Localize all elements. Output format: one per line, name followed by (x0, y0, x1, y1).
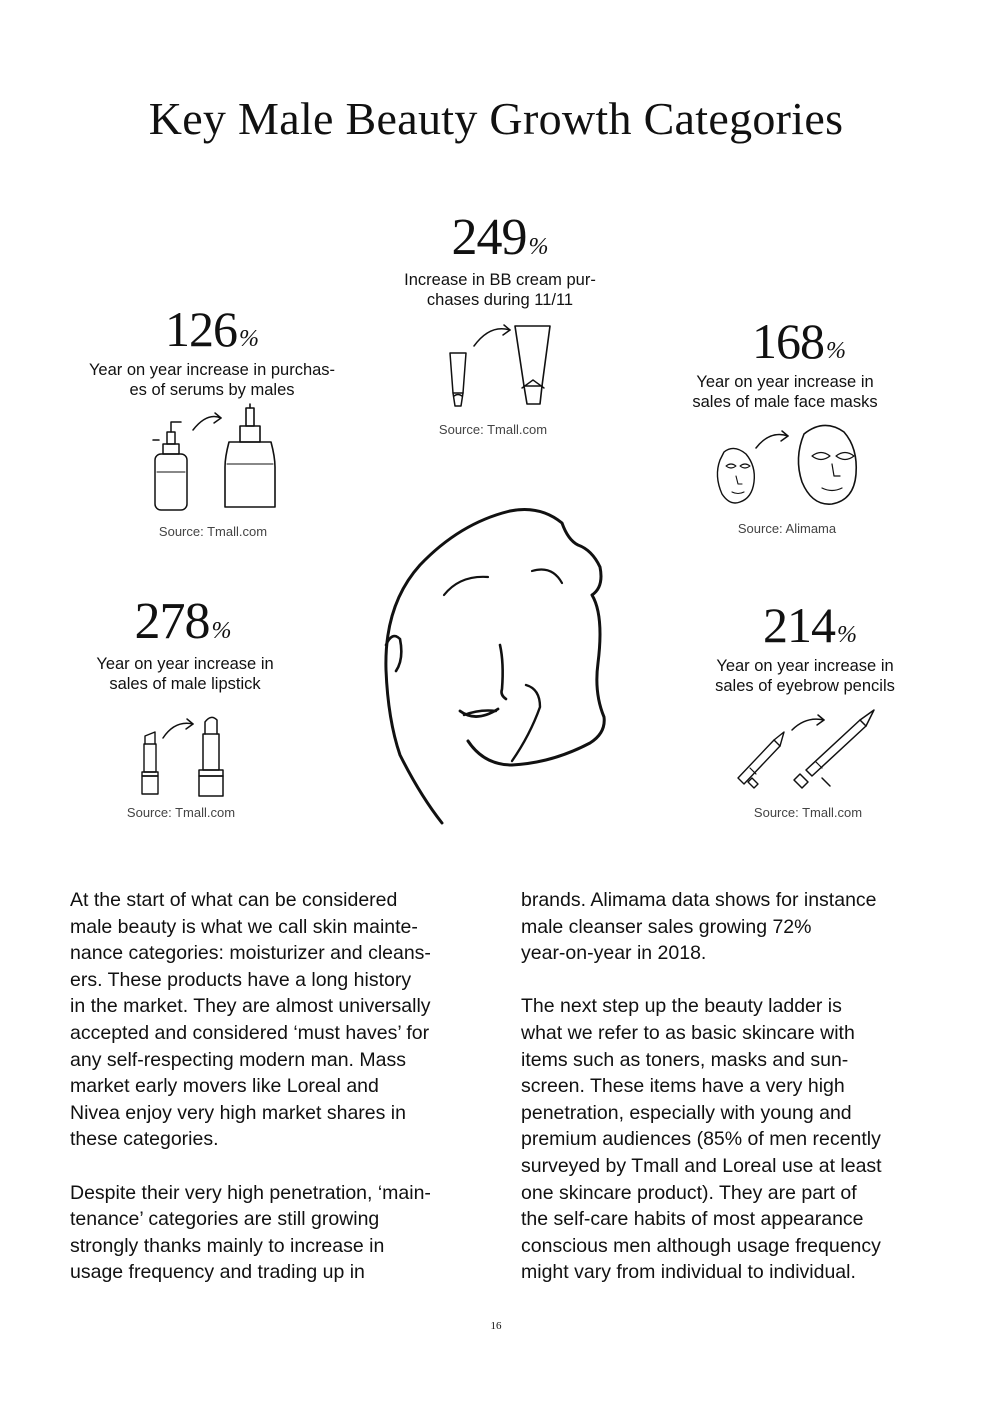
desc-line: Increase in BB cream pur- (404, 271, 596, 289)
stat-value: 126 (165, 301, 237, 357)
stat-description (680, 656, 930, 696)
text-line: accepted and considered ‘must haves’ for (70, 1021, 430, 1044)
text-line: one skincare product). They are part of (521, 1181, 857, 1204)
source-face-masks: Source: Alimama (737, 521, 837, 536)
paragraph (521, 993, 931, 1286)
stat-unit: % (211, 618, 232, 644)
stat-unit: % (826, 338, 846, 364)
desc-line: Year on year increase in (696, 373, 874, 391)
stat-description (380, 270, 620, 310)
text-line: penetration, especially with young and (521, 1101, 852, 1124)
text-line: screen. These items have a very high (521, 1075, 845, 1098)
text-line: nance categories: moisturizer and cleans- (70, 942, 431, 965)
stat-description (60, 654, 310, 694)
desc-line: es of serums by males (129, 381, 295, 399)
source-lipstick: Source: Tmall.com (126, 805, 236, 820)
stat-value: 278 (134, 593, 210, 650)
source-serums: Source: Tmall.com (158, 524, 268, 539)
stat-bb-cream (380, 209, 620, 310)
left-column (70, 887, 470, 1313)
desc-line: Year on year increase in (716, 657, 894, 675)
face-line-drawing-icon (380, 495, 620, 825)
stat-unit: % (239, 326, 259, 352)
text-line: At the start of what can be considered (70, 889, 398, 911)
paragraph (521, 887, 931, 967)
desc-line: chases during 11/11 (426, 291, 574, 309)
text-line: the self-care habits of most appearance (521, 1208, 864, 1231)
stat-description (660, 372, 910, 412)
text-line: male beauty is what we call skin mainte- (70, 915, 418, 938)
stat-face-masks (660, 313, 910, 412)
desc-line: sales of male face masks (692, 393, 878, 411)
text-line: surveyed by Tmall and Loreal use at least (521, 1154, 882, 1177)
text-line: brands. Alimama data shows for instance (521, 889, 877, 911)
text-line: male cleanser sales growing 72% (521, 915, 812, 938)
text-line: what we refer to as basic skincare with (521, 1021, 855, 1044)
stat-value: 214 (763, 597, 835, 653)
text-line: Nivea enjoy very high market shares in (70, 1101, 406, 1124)
text-line: premium audiences (85% of men recently (521, 1128, 881, 1151)
page-title: Key Male Beauty Growth Categories (148, 93, 844, 144)
text-line: usage frequency and trading up in (70, 1261, 365, 1284)
text-line: The next step up the beauty ladder is (521, 995, 842, 1018)
text-line: year-on-year in 2018. (521, 942, 707, 965)
source-bb-cream: Source: Tmall.com (438, 422, 548, 437)
text-line: might vary from individual to individual. (521, 1261, 856, 1284)
stat-unit: % (837, 622, 857, 648)
desc-line: Year on year increase in (96, 655, 274, 673)
stat-description (62, 360, 362, 400)
text-line: tenance’ categories are still growing (70, 1208, 380, 1231)
text-line: strongly thanks mainly to increase in (70, 1234, 385, 1257)
stat-lipstick (60, 593, 310, 694)
text-line: market early movers like Loreal and (70, 1075, 379, 1098)
desc-line: Year on year increase in purchas- (88, 361, 336, 379)
text-line: ers. These products have a long history (70, 968, 412, 991)
right-column (521, 887, 931, 1313)
bb-cream-tubes-icon (430, 316, 570, 416)
text-line: these categories. (70, 1128, 219, 1151)
desc-line: sales of male lipstick (109, 675, 261, 693)
stat-eyebrow (680, 597, 930, 696)
text-line: conscious men although usage frequency (521, 1234, 881, 1257)
serum-bottles-icon (145, 402, 285, 517)
desc-line: sales of eyebrow pencils (715, 677, 895, 695)
text-line: any self-respecting modern man. Mass (70, 1048, 406, 1071)
text-line: Despite their very high penetration, ‘main- (70, 1181, 431, 1204)
stat-unit: % (528, 234, 549, 260)
paragraph (70, 1180, 470, 1286)
text-line: items such as toners, masks and sun- (521, 1048, 849, 1071)
paragraph (70, 887, 470, 1153)
page-number: 16 (490, 1320, 502, 1332)
eyebrow-pencils-icon (730, 708, 880, 793)
text-line: in the market. They are almost universally (70, 995, 431, 1018)
stat-serums (62, 301, 362, 400)
source-eyebrow: Source: Tmall.com (753, 805, 863, 820)
stat-value: 168 (752, 313, 824, 369)
face-masks-icon (708, 418, 868, 518)
lipsticks-icon (135, 712, 245, 807)
stat-value: 249 (451, 209, 527, 266)
